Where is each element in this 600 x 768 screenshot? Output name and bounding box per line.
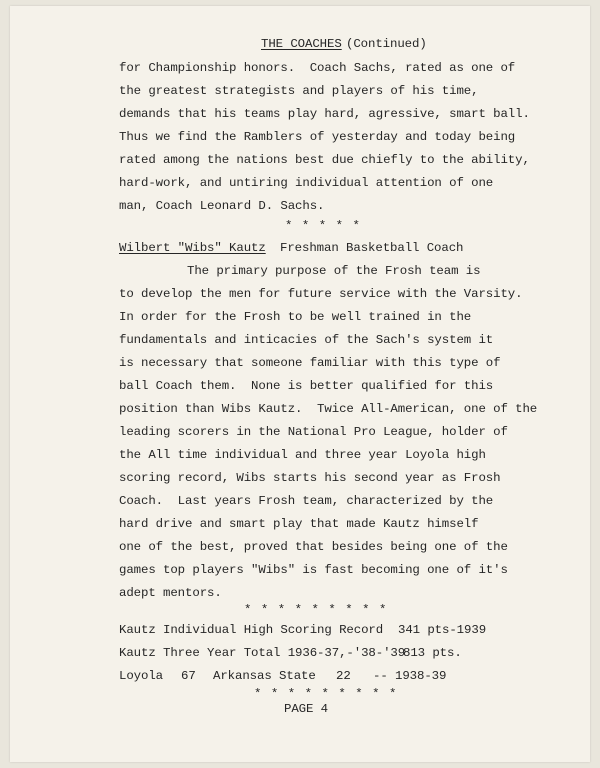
kautz-line-1: The primary purpose of the Frosh team is bbox=[187, 264, 481, 278]
kautz-name-heading: Wilbert "Wibs" Kautz bbox=[119, 241, 266, 255]
kautz-line-15: adept mentors. bbox=[119, 586, 222, 600]
section-divider-stars-3: * * * * * * * * * bbox=[254, 687, 398, 701]
kautz-role-heading: Freshman Basketball Coach bbox=[280, 241, 464, 255]
page-number: PAGE 4 bbox=[284, 702, 329, 716]
kautz-line-4: fundamentals and inticacies of the Sach's system it bbox=[119, 333, 494, 347]
record-three-year-value: 813 pts. bbox=[403, 646, 462, 660]
page-title: THE COACHES bbox=[261, 37, 342, 51]
game-team-2: Arkansas State bbox=[213, 669, 316, 683]
kautz-line-14: games top players "Wibs" is fast becoming one of it's bbox=[119, 563, 508, 577]
record-three-year-label: Kautz Three Year Total 1936-37,-'38-'39 bbox=[119, 646, 406, 660]
kautz-line-8: leading scorers in the National Pro League, holder of bbox=[119, 425, 508, 439]
sachs-line-5: rated among the nations best due chiefly to the ability, bbox=[119, 153, 530, 167]
sachs-line-2: the greatest strategists and players of his time, bbox=[119, 84, 479, 98]
kautz-line-7: position than Wibs Kautz. Twice All-American, one of the bbox=[119, 402, 538, 416]
kautz-line-5: is necessary that someone familiar with this type of bbox=[119, 356, 501, 370]
kautz-line-6: ball Coach them. None is better qualified for this bbox=[119, 379, 494, 393]
section-divider-stars: * * * * * bbox=[285, 219, 361, 233]
sachs-line-1: for Championship honors. Coach Sachs, rated as one of bbox=[119, 61, 516, 75]
sachs-line-7: man, Coach Leonard D. Sachs. bbox=[119, 199, 325, 213]
kautz-line-3: In order for the Frosh to be well trained in the bbox=[119, 310, 472, 324]
kautz-line-12: hard drive and smart play that made Kautz himself bbox=[119, 517, 479, 531]
sachs-line-3: demands that his teams play hard, agressive, smart ball. bbox=[119, 107, 530, 121]
game-score-1: 67 bbox=[181, 669, 196, 683]
game-team-1: Loyola bbox=[119, 669, 164, 683]
kautz-line-11: Coach. Last years Frosh team, characterized by the bbox=[119, 494, 494, 508]
record-individual-value: 341 pts-1939 bbox=[398, 623, 487, 637]
page-title-continued: (Continued) bbox=[346, 37, 427, 51]
kautz-line-10: scoring record, Wibs starts his second year as Frosh bbox=[119, 471, 501, 485]
sachs-line-4: Thus we find the Ramblers of yesterday and today being bbox=[119, 130, 516, 144]
sachs-line-6: hard-work, and untiring individual attention of one bbox=[119, 176, 494, 190]
kautz-line-2: to develop the men for future service with the Varsity. bbox=[119, 287, 523, 301]
kautz-line-9: the All time individual and three year Loyola high bbox=[119, 448, 486, 462]
section-divider-stars-2: * * * * * * * * * bbox=[244, 603, 388, 617]
kautz-line-13: one of the best, proved that besides being one of the bbox=[119, 540, 508, 554]
game-season: -- 1938-39 bbox=[373, 669, 447, 683]
game-score-2: 22 bbox=[336, 669, 351, 683]
record-individual-label: Kautz Individual High Scoring Record bbox=[119, 623, 384, 637]
